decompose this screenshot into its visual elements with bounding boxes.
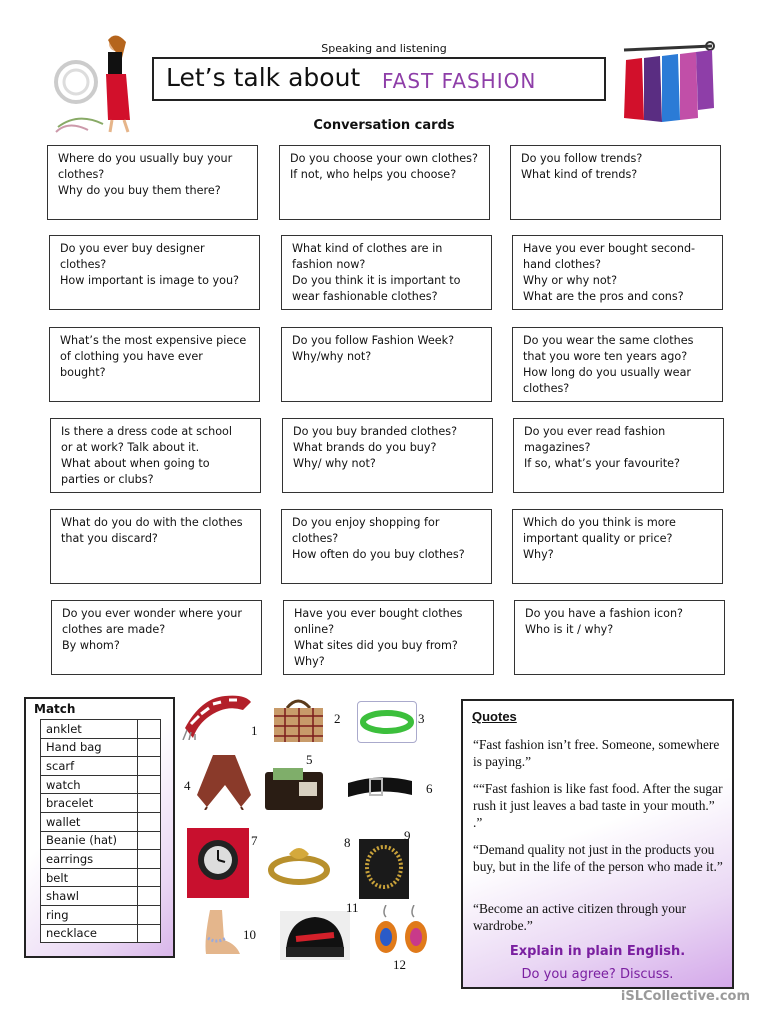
- card-line: online?: [294, 623, 335, 636]
- card-line: By whom?: [62, 639, 120, 652]
- card-line: What do you do with the clothes: [61, 516, 243, 529]
- match-row: [41, 794, 161, 813]
- card-line: clothes?: [292, 532, 339, 545]
- card-line: Why or why not?: [523, 274, 618, 287]
- card-line: fashion now?: [292, 258, 366, 271]
- card-line: Have you ever bought clothes: [294, 607, 463, 620]
- card-line: What brands do you buy?: [293, 441, 437, 454]
- conversation-card: [512, 235, 723, 310]
- match-row: [41, 850, 161, 869]
- answer-cell[interactable]: [138, 757, 161, 776]
- card-line: Do you choose your own clothes?: [290, 152, 478, 165]
- answer-cell[interactable]: [138, 794, 161, 813]
- page-title: Let’s talk about: [166, 63, 361, 92]
- card-line: What kind of clothes are in: [292, 242, 443, 255]
- quote-2: ““Fast fashion is like fast food. After the sugar rush it just leaves a bad taste in your mouth.” .”: [473, 781, 723, 830]
- match-word: belt: [41, 868, 138, 887]
- picture-number-12: 12: [393, 957, 406, 972]
- card-line: How important is image to you?: [60, 274, 239, 287]
- match-word: shawl: [41, 887, 138, 906]
- answer-cell[interactable]: [138, 720, 161, 739]
- watermark-footer: iSLCollective.com: [620, 989, 750, 1004]
- match-title: Match: [34, 702, 76, 716]
- card-line: How long do you usually wear: [523, 366, 692, 379]
- discuss-instruction: Do you agree? Discuss.: [521, 967, 674, 982]
- shawl-picture: [195, 755, 253, 810]
- answer-cell[interactable]: [138, 887, 161, 906]
- card-line: or at work? Talk about it.: [61, 441, 200, 454]
- card-line: Do you follow trends?: [521, 152, 643, 165]
- explain-instruction: Explain in plain English.: [509, 944, 686, 959]
- quotes-box: [461, 699, 734, 989]
- match-row: [41, 887, 161, 906]
- card-line: Do you ever wonder where your: [62, 607, 242, 620]
- quote-1: “Fast fashion isn’t free. Someone, somewhere is paying.”: [473, 737, 720, 769]
- card-line: Why/ why not?: [293, 457, 376, 470]
- match-row: [41, 868, 161, 887]
- conversation-card: [513, 418, 724, 493]
- card-line: What’s the most expensive piece: [60, 334, 247, 347]
- card-line: Do you ever buy designer: [60, 242, 205, 255]
- match-row: [41, 905, 161, 924]
- card-line: Is there a dress code at school: [61, 425, 233, 438]
- belt-picture: [344, 771, 416, 811]
- picture-number-7: 7: [251, 833, 258, 848]
- card-line: Why do you buy them there?: [58, 184, 221, 197]
- answer-cell[interactable]: [138, 868, 161, 887]
- answer-cell[interactable]: [138, 775, 161, 794]
- ring-picture: [263, 840, 335, 890]
- scarf-picture: [181, 688, 253, 740]
- match-word: necklace: [41, 924, 138, 943]
- match-row: [41, 775, 161, 794]
- card-line: clothes?: [58, 168, 105, 181]
- conversation-card: [47, 145, 258, 220]
- match-row: [41, 738, 161, 757]
- match-table: [40, 719, 161, 943]
- quote-3: “Demand quality not just in the products you buy, but in the life of the person who made it.”: [473, 842, 723, 874]
- card-line: clothes are made?: [62, 623, 166, 636]
- conversation-cards-title: Conversation cards: [313, 118, 455, 133]
- picture-number-4: 4: [184, 778, 191, 793]
- card-line: Have you ever bought second-: [523, 242, 696, 255]
- earrings-picture: [372, 905, 430, 957]
- card-line: What kind of trends?: [521, 168, 638, 181]
- picture-number-1: 1: [251, 723, 258, 738]
- conversation-card: [49, 235, 260, 310]
- card-line: hand clothes?: [523, 258, 601, 271]
- card-line: If not, who helps you choose?: [290, 168, 457, 181]
- conversation-card: [514, 600, 725, 675]
- clothes-rack-clipart: [618, 38, 718, 128]
- card-line: What sites did you buy from?: [294, 639, 458, 652]
- picture-number-11: 11: [346, 900, 359, 915]
- card-line: Why?: [523, 548, 554, 561]
- match-word: wallet: [41, 812, 138, 831]
- answer-cell[interactable]: [138, 905, 161, 924]
- match-word: Beanie (hat): [41, 831, 138, 850]
- match-row: [41, 720, 161, 739]
- conversation-card: [510, 145, 721, 220]
- answer-cell[interactable]: [138, 924, 161, 943]
- quote-4: “Become an active citizen through your wardrobe.”: [473, 901, 687, 933]
- card-line: Do you wear the same clothes: [523, 334, 694, 347]
- handbag-picture: [271, 694, 326, 744]
- card-line: What about when going to: [61, 457, 210, 470]
- match-word: earrings: [41, 850, 138, 869]
- match-word: watch: [41, 775, 138, 794]
- watch-picture: [187, 828, 249, 898]
- picture-number-10: 10: [243, 927, 256, 942]
- card-line: bought?: [60, 366, 106, 379]
- match-box: [24, 697, 175, 958]
- card-line: Do you think it is important to: [292, 274, 461, 287]
- match-row: [41, 757, 161, 776]
- conversation-card: [50, 509, 261, 584]
- match-word: Hand bag: [41, 738, 138, 757]
- conversation-card: [281, 509, 492, 584]
- picture-number-8: 8: [344, 835, 351, 850]
- conversation-card: [281, 235, 492, 310]
- card-line: Do you buy branded clothes?: [293, 425, 458, 438]
- match-word: bracelet: [41, 794, 138, 813]
- match-word: scarf: [41, 757, 138, 776]
- conversation-card: [512, 509, 723, 584]
- card-line: If so, what’s your favourite?: [524, 457, 680, 470]
- match-row: [41, 812, 161, 831]
- card-line: Which do you think is more: [523, 516, 676, 529]
- card-line: of clothing you have ever: [60, 350, 203, 363]
- card-line: Do you follow Fashion Week?: [292, 334, 455, 347]
- card-line: Do you enjoy shopping for: [292, 516, 440, 529]
- match-word: ring: [41, 905, 138, 924]
- match-word: anklet: [41, 720, 138, 739]
- card-line: clothes?: [523, 382, 570, 395]
- card-line: that you discard?: [61, 532, 158, 545]
- title-box: [152, 57, 606, 101]
- beanie-picture: [280, 911, 350, 960]
- bracelet-picture: [357, 701, 417, 743]
- match-row: [41, 831, 161, 850]
- card-line: Why/why not?: [292, 350, 372, 363]
- answer-cell[interactable]: [138, 738, 161, 757]
- quotes-title: Quotes: [472, 709, 517, 724]
- conversation-card: [50, 418, 261, 493]
- card-line: What are the pros and cons?: [523, 290, 684, 303]
- conversation-card: [282, 418, 493, 493]
- card-line: magazines?: [524, 441, 591, 454]
- picture-number-2: 2: [334, 711, 341, 726]
- card-line: parties or clubs?: [61, 473, 154, 486]
- page-subtitle: Speaking and listening: [321, 42, 447, 55]
- answer-cell[interactable]: [138, 850, 161, 869]
- answer-cell[interactable]: [138, 812, 161, 831]
- wallet-picture: [263, 768, 325, 812]
- anklet-picture: [196, 910, 242, 958]
- picture-number-5: 5: [306, 752, 313, 767]
- card-line: Do you ever read fashion: [524, 425, 666, 438]
- conversation-card: [512, 327, 723, 402]
- picture-number-3: 3: [418, 711, 425, 726]
- card-line: Do you have a fashion icon?: [525, 607, 683, 620]
- match-row: [41, 924, 161, 943]
- picture-number-6: 6: [426, 781, 433, 796]
- card-line: that you wore ten years ago?: [523, 350, 688, 363]
- card-line: Who is it / why?: [525, 623, 614, 636]
- conversation-card: [283, 600, 494, 675]
- page-title-accent: FAST FASHION: [382, 69, 537, 93]
- picture-number-9: 9: [404, 828, 411, 843]
- conversation-card: [49, 327, 260, 402]
- card-line: wear fashionable clothes?: [292, 290, 438, 303]
- conversation-card: [279, 145, 490, 220]
- conversation-card: [51, 600, 262, 675]
- conversation-card: [281, 327, 492, 402]
- answer-cell[interactable]: [138, 831, 161, 850]
- card-line: Why?: [294, 655, 325, 668]
- card-line: clothes?: [60, 258, 107, 271]
- card-line: Where do you usually buy your: [58, 152, 233, 165]
- card-line: important quality or price?: [523, 532, 673, 545]
- card-line: How often do you buy clothes?: [292, 548, 465, 561]
- necklace-picture: [359, 839, 409, 899]
